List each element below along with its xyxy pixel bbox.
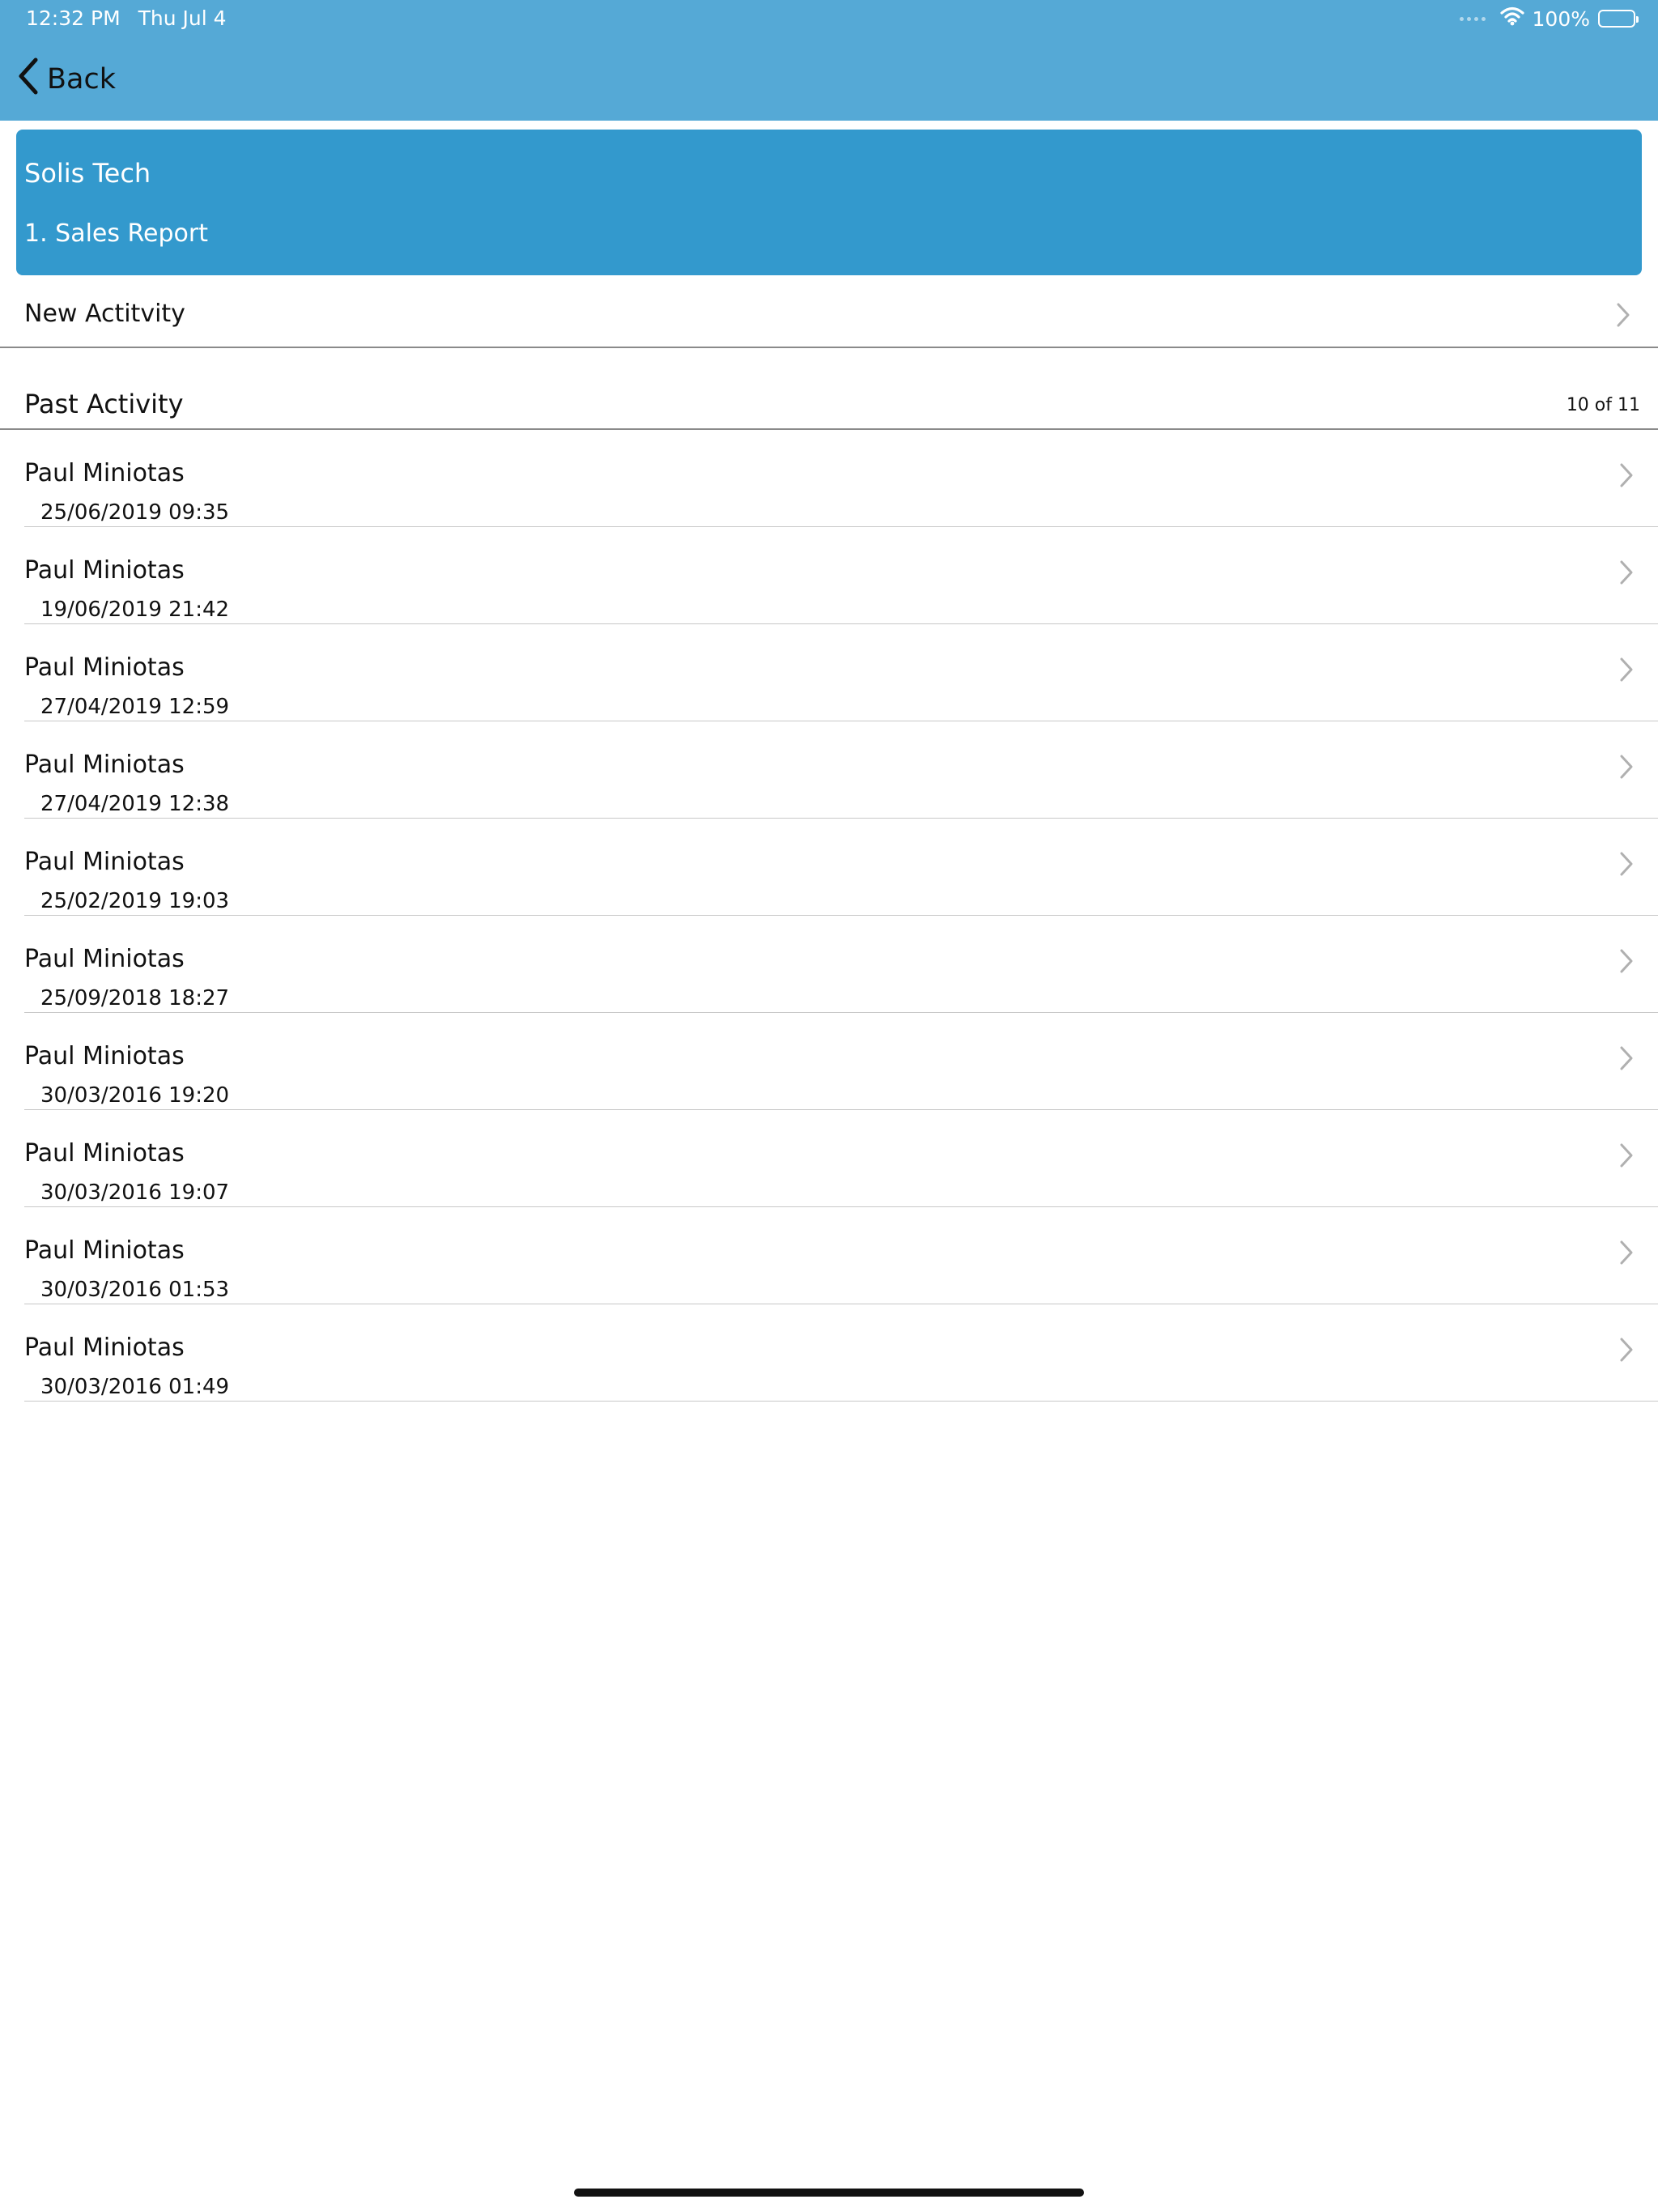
activity-row[interactable] (24, 1110, 1658, 1207)
status-time-date (26, 6, 227, 30)
signal-dots-icon (1460, 17, 1486, 21)
navigation-bar (0, 0, 1658, 121)
activity-date: 19/06/2019 21:42 (40, 598, 230, 622)
activity-user-name: Paul Miniotas (24, 459, 185, 487)
chevron-right-icon (1619, 657, 1634, 686)
activity-date: 30/03/2016 01:49 (40, 1375, 230, 1399)
chevron-right-icon (1619, 948, 1634, 977)
chevron-right-icon (1619, 1337, 1634, 1366)
activity-user-name: Paul Miniotas (24, 1139, 185, 1168)
status-bar (0, 0, 1658, 37)
activity-date: 25/06/2019 09:35 (40, 500, 230, 525)
new-activity-label: New Actitvity (24, 300, 185, 328)
chevron-right-icon (1619, 462, 1634, 491)
activity-user-name: Paul Miniotas (24, 556, 185, 585)
chevron-right-icon (1616, 302, 1630, 331)
status-time: 12:32 PM (26, 6, 121, 30)
back-label: Back (47, 63, 116, 96)
activity-user-name: Paul Miniotas (24, 1236, 185, 1265)
header-card (16, 130, 1642, 275)
battery-percent: 100% (1532, 6, 1590, 31)
chevron-right-icon (1619, 851, 1634, 880)
activity-date: 27/04/2019 12:59 (40, 695, 230, 719)
activity-user-name: Paul Miniotas (24, 945, 185, 973)
status-date: Thu Jul 4 (138, 6, 227, 30)
past-activity-title: Past Activity (24, 389, 184, 419)
activity-date: 30/03/2016 19:20 (40, 1083, 230, 1108)
past-activity-header (0, 381, 1658, 430)
activity-date: 30/03/2016 01:53 (40, 1278, 230, 1302)
chevron-right-icon (1619, 559, 1634, 589)
chevron-right-icon (1619, 1045, 1634, 1074)
chevron-right-icon (1619, 754, 1634, 783)
activity-row[interactable] (24, 721, 1658, 819)
activity-date: 25/09/2018 18:27 (40, 986, 230, 1010)
activity-row[interactable] (24, 430, 1658, 527)
home-indicator[interactable] (574, 2189, 1084, 2197)
activity-row[interactable] (24, 1304, 1658, 1402)
company-title: Solis Tech (24, 158, 151, 189)
wifi-icon (1500, 6, 1524, 31)
activity-user-name: Paul Miniotas (24, 1334, 185, 1362)
chevron-right-icon (1619, 1240, 1634, 1269)
activity-row[interactable] (24, 1013, 1658, 1110)
activity-user-name: Paul Miniotas (24, 751, 185, 779)
activity-row[interactable] (24, 624, 1658, 721)
activity-date: 25/02/2019 19:03 (40, 889, 230, 913)
battery-icon (1598, 10, 1635, 28)
activity-date: 27/04/2019 12:38 (40, 792, 230, 816)
past-activity-count: 10 of 11 (1566, 395, 1640, 415)
activity-row[interactable] (24, 527, 1658, 624)
chevron-left-icon (18, 57, 39, 102)
activity-row[interactable] (24, 819, 1658, 916)
past-activity-list (24, 430, 1658, 1402)
activity-date: 30/03/2016 19:07 (40, 1180, 230, 1205)
activity-row[interactable] (24, 916, 1658, 1013)
chevron-right-icon (1619, 1142, 1634, 1172)
status-indicators (1460, 5, 1635, 32)
activity-user-name: Paul Miniotas (24, 1042, 185, 1070)
activity-row[interactable] (24, 1207, 1658, 1304)
activity-user-name: Paul Miniotas (24, 653, 185, 682)
back-button[interactable] (18, 57, 116, 102)
activity-user-name: Paul Miniotas (24, 848, 185, 876)
report-subtitle: 1. Sales Report (24, 219, 208, 248)
new-activity-row[interactable] (0, 279, 1658, 348)
